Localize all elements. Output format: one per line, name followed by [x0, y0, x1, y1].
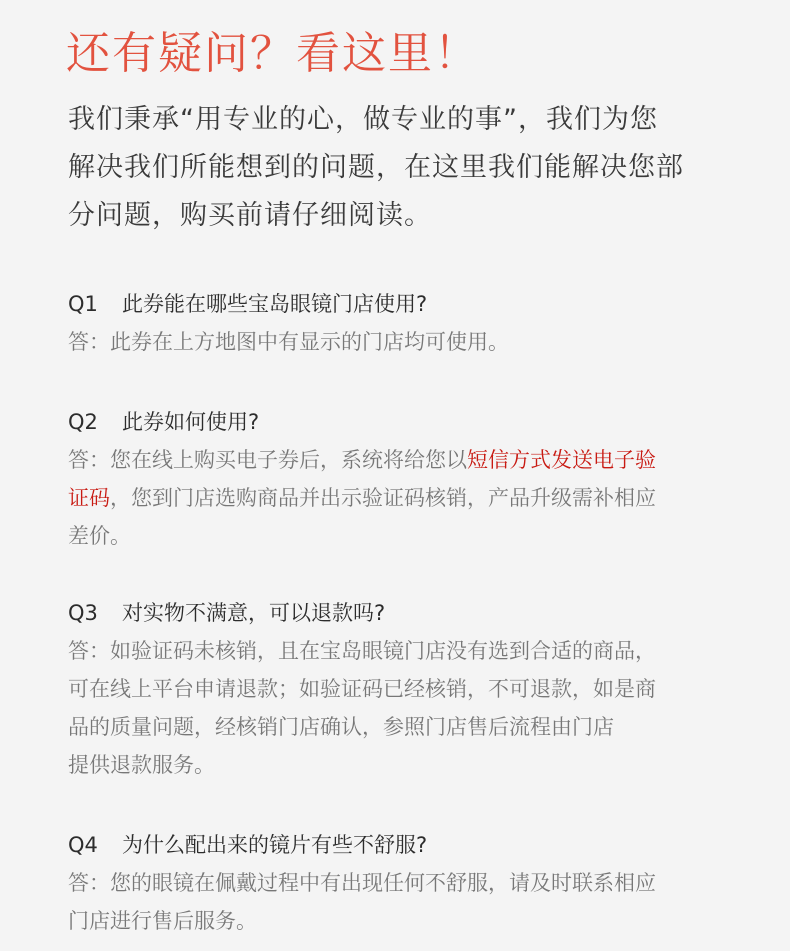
faq-answer-line [68, 441, 728, 479]
faq-answer-line [68, 479, 728, 517]
faq-number: Q2 [68, 410, 98, 434]
faq-number: Q3 [68, 601, 98, 625]
faq-item-q3 [68, 594, 728, 784]
faq-answer-line: 差价。 [68, 524, 131, 548]
faq-question [68, 403, 728, 441]
faq-question [68, 285, 728, 323]
intro-line: 我们秉承“用专业的心，做专业的事”，我们为您 [68, 104, 658, 135]
faq-answer-line: 答：您的眼镜在佩戴过程中有出现任何不舒服，请及时联系相应 [68, 871, 656, 895]
faq-answer-line: 提供退款服务。 [68, 753, 215, 777]
faq-question-text: 为什么配出来的镜片有些不舒服? [122, 833, 428, 857]
faq-item-q2 [68, 403, 728, 555]
faq-answer-line: 可在线上平台申请退款；如验证码已经核销，不可退款，如是商 [68, 677, 656, 701]
faq-question-text: 此券如何使用? [122, 410, 260, 434]
faq-answer-line: 答：此券在上方地图中有显示的门店均可使用。 [68, 330, 509, 354]
page-title: 还有疑问？看这里！ [66, 28, 480, 79]
faq-answer-line: 答：如验证码未核销，且在宝岛眼镜门店没有选到合适的商品， [68, 639, 656, 663]
faq-answer [68, 864, 728, 940]
faq-answer-line: 品的质量问题，经核销门店确认，参照门店售后流程由门店 [68, 715, 614, 739]
intro-line: 分问题，购买前请仔细阅读。 [68, 200, 432, 231]
faq-answer [68, 632, 728, 784]
faq-question [68, 594, 728, 632]
intro-line: 解决我们所能想到的问题，在这里我们能解决您部 [68, 152, 684, 183]
highlight-text: 短信方式发送电子验 [467, 448, 656, 472]
faq-item-q1 [68, 285, 728, 361]
faq-item-q4 [68, 826, 728, 940]
faq-answer [68, 323, 728, 361]
intro-paragraph [68, 96, 728, 240]
faq-question [68, 826, 728, 864]
faq-answer [68, 441, 728, 555]
faq-question-text: 对实物不满意，可以退款吗? [122, 601, 386, 625]
faq-answer-line: 门店进行售后服务。 [68, 909, 257, 933]
faq-answer-text: ，您到门店选购商品并出示验证码核销，产品升级需补相应 [110, 486, 656, 510]
faq-answer-text: 答：您在线上购买电子券后，系统将给您以 [68, 448, 467, 472]
faq-question-text: 此券能在哪些宝岛眼镜门店使用? [122, 292, 428, 316]
highlight-text: 证码 [68, 486, 110, 510]
faq-number: Q1 [68, 292, 98, 316]
faq-number: Q4 [68, 833, 98, 857]
